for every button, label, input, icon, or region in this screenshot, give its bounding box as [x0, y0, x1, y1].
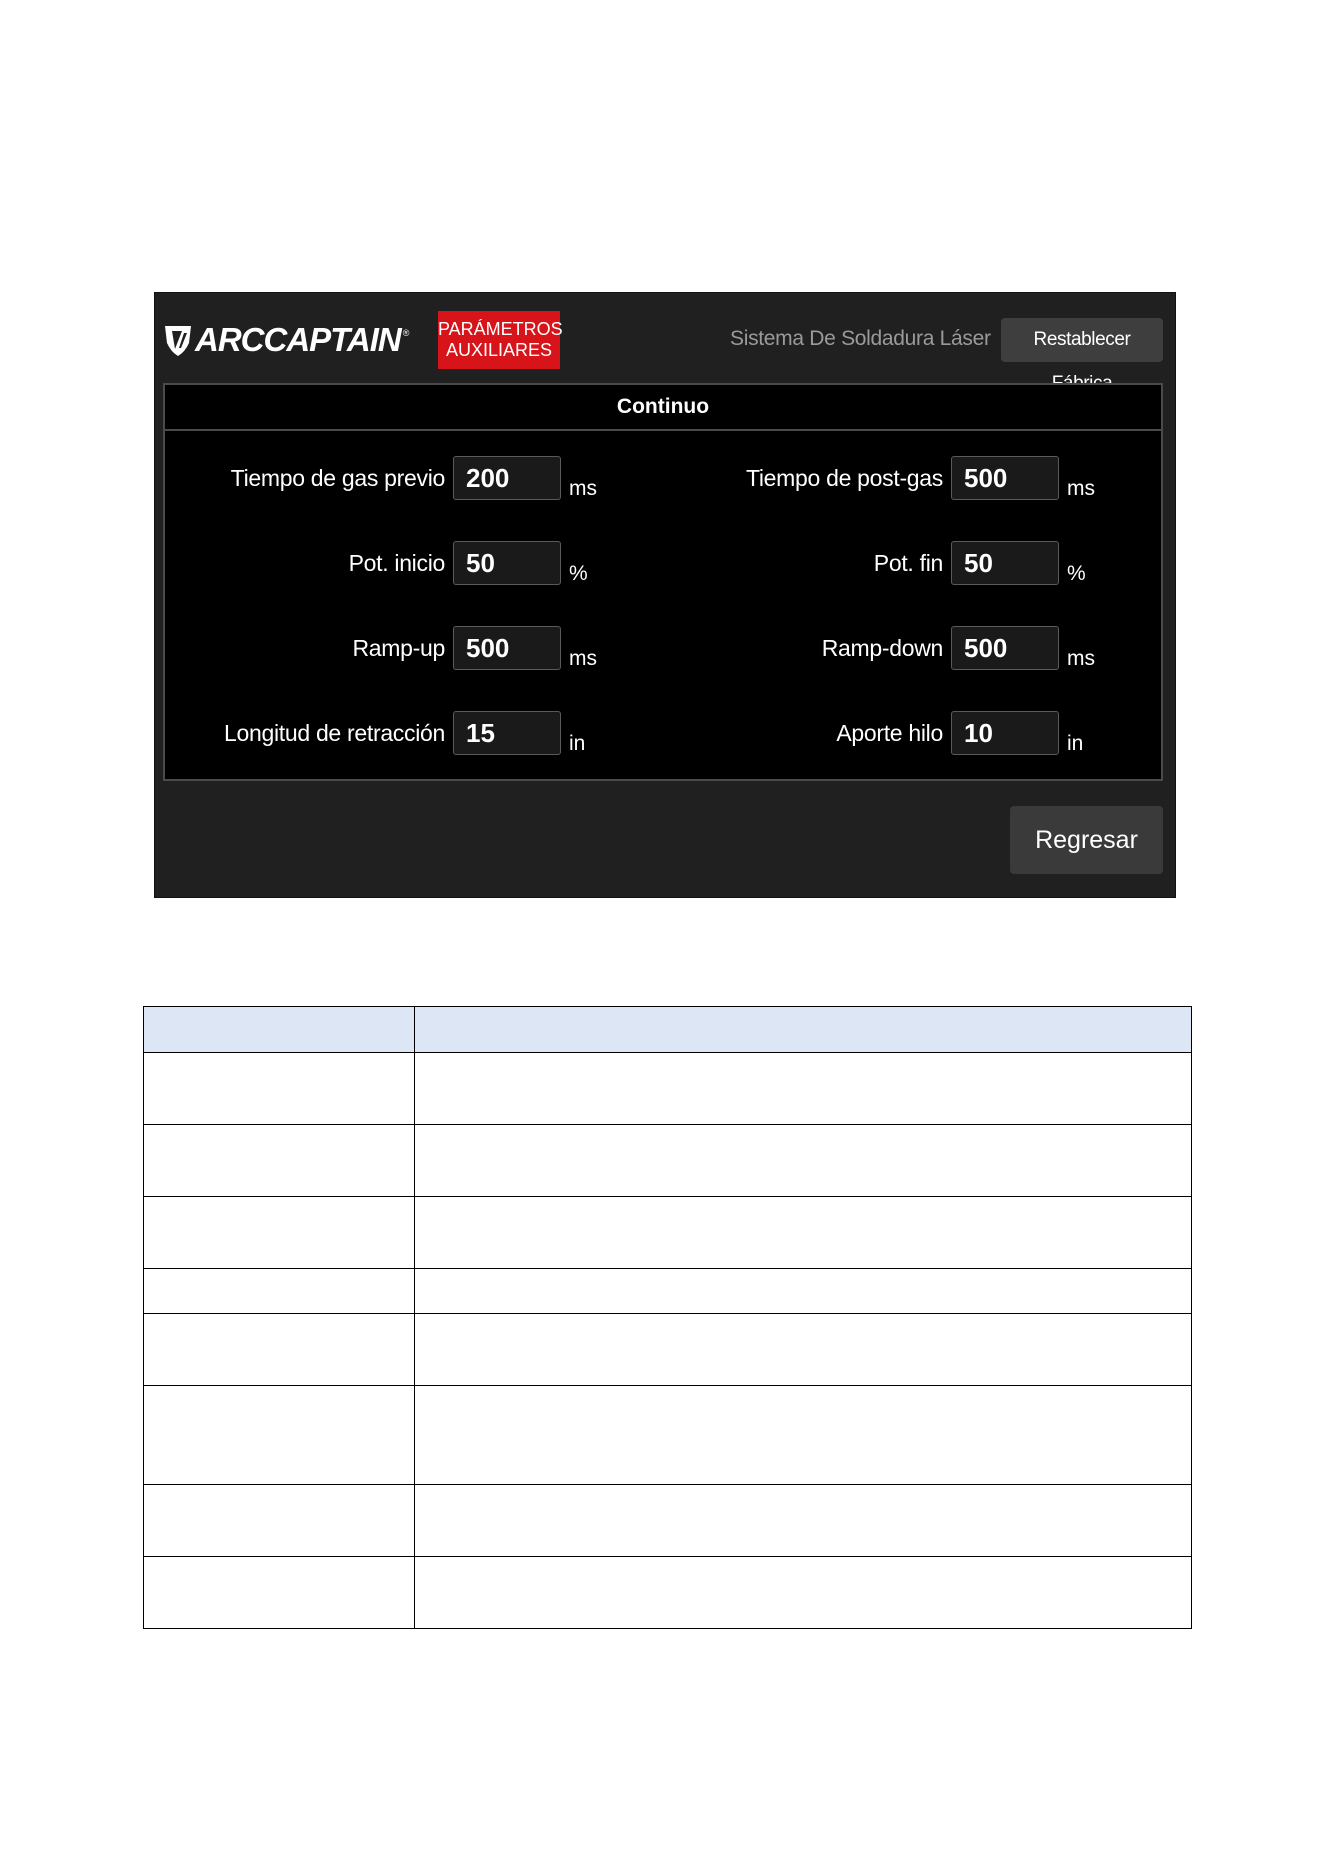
table-cell: [415, 1314, 1192, 1386]
factory-reset-button[interactable]: Restablecer: [1001, 318, 1163, 362]
param-start-power: [165, 540, 588, 586]
section-title-line2: AUXILIARES: [445, 340, 553, 360]
table-cell: [144, 1485, 415, 1557]
table-row: [144, 1485, 1192, 1557]
table-cell: [144, 1386, 415, 1485]
param-ramp-up: [165, 625, 597, 671]
param-label: Tiempo de gas previo: [230, 464, 445, 491]
param-ramp-down: [645, 625, 1095, 671]
parameters-panel: [163, 383, 1163, 781]
welder-screen: [154, 292, 1176, 898]
arccaptain-logo: [163, 321, 409, 359]
section-title-line1: PARÁMETROS: [438, 319, 563, 339]
param-label: Ramp-up: [352, 634, 445, 661]
param-label: Pot. fin: [873, 549, 943, 576]
system-name: Sistema De Soldadura Láser: [730, 327, 991, 350]
param-label: Aporte hilo: [836, 719, 943, 746]
param-unit: %: [1067, 562, 1086, 585]
post-gas-time-input[interactable]: 500: [951, 456, 1059, 500]
param-label: Pot. inicio: [348, 549, 445, 576]
table-cell: [144, 1197, 415, 1269]
table-row: [144, 1386, 1192, 1485]
pre-gas-time-input[interactable]: 200: [453, 456, 561, 500]
table-cell: [415, 1269, 1192, 1314]
table-cell: [415, 1485, 1192, 1557]
ramp-up-input[interactable]: 500: [453, 626, 561, 670]
table-cell: [144, 1314, 415, 1386]
table-cell: [415, 1197, 1192, 1269]
table-cell: [144, 1269, 415, 1314]
ramp-down-input[interactable]: 500: [951, 626, 1059, 670]
param-unit: in: [1067, 732, 1084, 755]
retraction-length-input[interactable]: 15: [453, 711, 561, 755]
wire-feed-input[interactable]: 10: [951, 711, 1059, 755]
table-row: [144, 1053, 1192, 1125]
param-unit: ms: [569, 647, 597, 670]
table-row: [144, 1197, 1192, 1269]
table-cell: [144, 1125, 415, 1197]
table-cell: [415, 1386, 1192, 1485]
table-header-cell: [144, 1007, 415, 1053]
section-badge: [438, 311, 563, 369]
table-row: [144, 1125, 1192, 1197]
table-row: [144, 1314, 1192, 1386]
table-row: [144, 1557, 1192, 1629]
param-end-power: [645, 540, 1086, 586]
table-cell: [144, 1557, 415, 1629]
param-wire-feed: [645, 710, 1083, 756]
table-cell: [415, 1557, 1192, 1629]
table-row: [144, 1269, 1192, 1314]
param-unit: ms: [1067, 477, 1095, 500]
back-button[interactable]: Regresar: [1010, 806, 1163, 874]
shield-icon: [163, 323, 193, 357]
panel-title: Continuo: [165, 385, 1161, 431]
brand-name: ARCCAPTAIN: [195, 321, 401, 358]
param-label: Longitud de retracción: [224, 719, 445, 746]
end-power-input[interactable]: 50: [951, 541, 1059, 585]
table-cell: [415, 1053, 1192, 1125]
table-header-cell: [415, 1007, 1192, 1053]
parameter-description-table: [143, 1006, 1192, 1629]
table-header-row: [144, 1007, 1192, 1053]
param-unit: ms: [1067, 647, 1095, 670]
table-cell: [144, 1053, 415, 1125]
param-label: Ramp-down: [821, 634, 943, 661]
param-unit: ms: [569, 477, 597, 500]
param-post-gas-time: [645, 455, 1095, 501]
start-power-input[interactable]: 50: [453, 541, 561, 585]
table-cell: [415, 1125, 1192, 1197]
param-retraction-length: [165, 710, 585, 756]
param-pre-gas-time: [165, 455, 597, 501]
param-label: Tiempo de post-gas: [745, 464, 943, 491]
param-unit: %: [569, 562, 588, 585]
registered-mark: ®: [402, 328, 410, 338]
param-unit: in: [569, 732, 586, 755]
